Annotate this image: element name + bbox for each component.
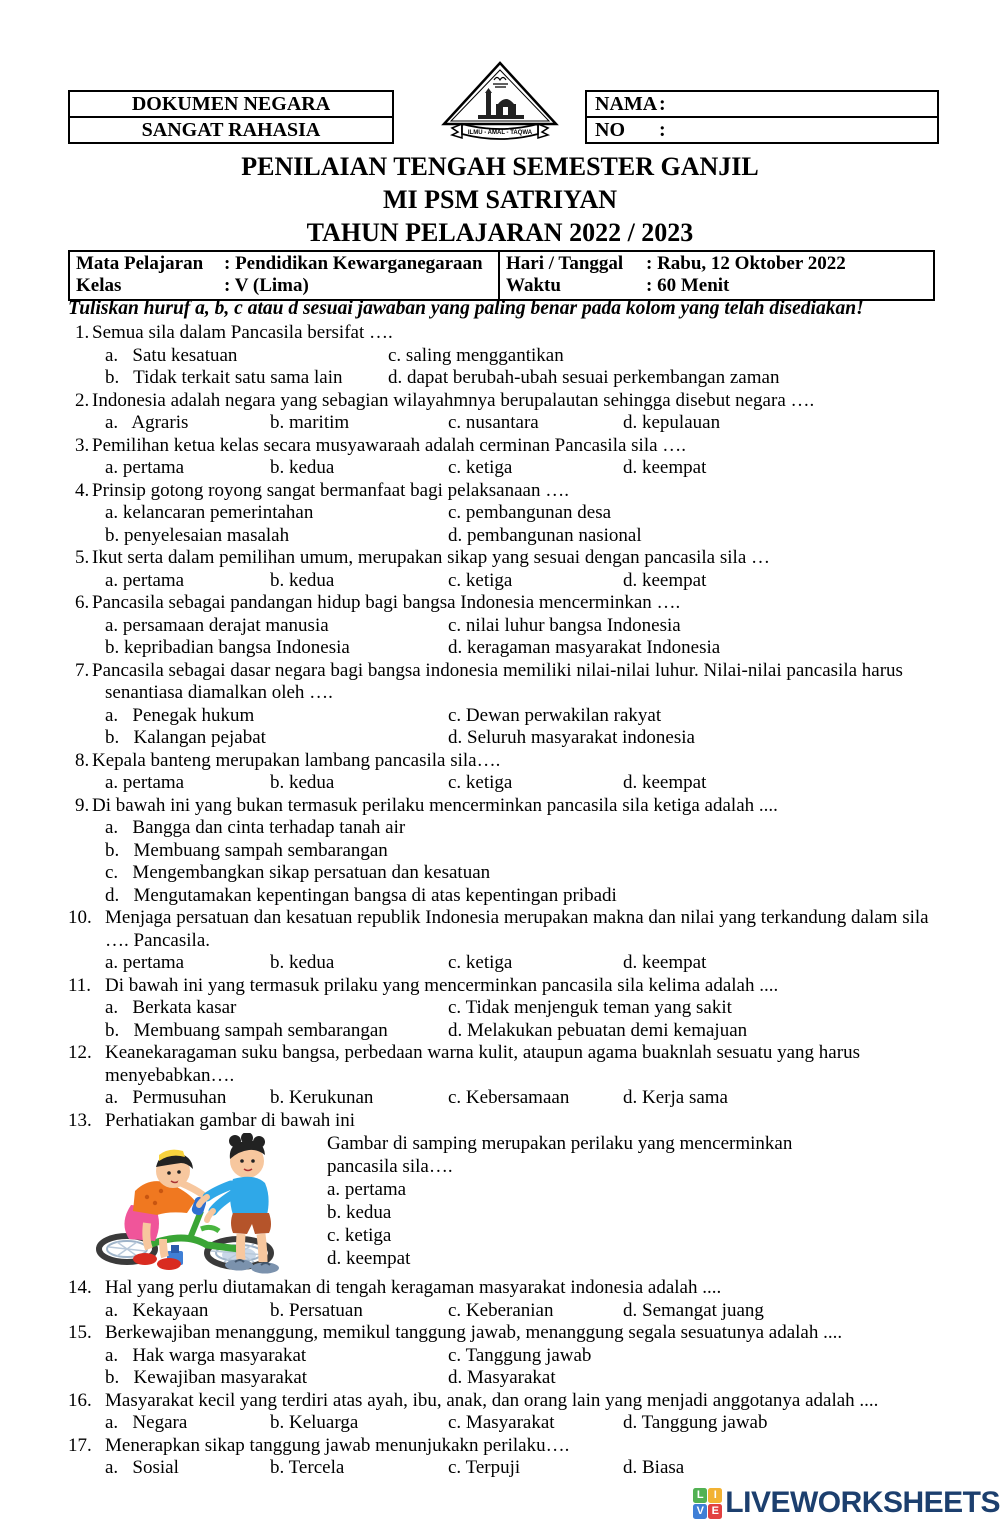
info-right-cell: [498, 252, 933, 299]
answer-option: c. ketiga: [327, 1225, 392, 1246]
question-number: 16.: [68, 1389, 92, 1411]
answer-option: c. saling menggantikan: [388, 344, 564, 366]
name-label: NAMA: [595, 93, 658, 115]
subject-label: Mata Pelajaran: [76, 253, 204, 274]
class-label: Kelas: [76, 275, 122, 296]
question-4: [68, 480, 940, 548]
option-row: [105, 705, 940, 728]
caption-line: pancasila sila….: [327, 1156, 453, 1177]
school-year: TAHUN PELAJARAN 2022 / 2023: [306, 218, 694, 247]
answer-option: c. Mengembangkan sikap persatuan dan kesatuan: [105, 862, 491, 883]
answer-option: c. pembangunan desa: [448, 502, 612, 523]
subject-value: : Pendidikan Kewarganegaraan: [224, 253, 483, 274]
question-text: Di bawah ini yang bukan termasuk perilaku mencerminkan pancasila sila ketiga adalah ....: [92, 794, 778, 816]
answer-option: a. Agraris: [105, 412, 189, 433]
question-5: [68, 547, 940, 592]
answer-option: a. pertama: [105, 569, 185, 591]
option-row: [105, 525, 940, 548]
option-row: [105, 1020, 940, 1043]
answer-option: b. kedua: [270, 569, 335, 591]
i-square: I: [708, 1488, 722, 1503]
answer-option: b. kedua: [270, 457, 335, 478]
exam-title-block: [0, 150, 1000, 249]
document-status-line2: SANGAT RAHASIA: [70, 116, 392, 142]
question-text: Kepala banteng merupakan lambang pancasila sila….: [92, 749, 501, 771]
question-text: Menerapkan sikap tanggung jawab menunjukakn perilaku….: [105, 1434, 570, 1456]
answer-option: a. Hak warga masyarakat: [105, 1344, 307, 1366]
answer-option: a. Sosial: [105, 1457, 179, 1478]
question-10: [68, 907, 940, 975]
info-left-cell: [70, 252, 498, 299]
answer-option: c. nilai luhur bangsa Indonesia: [448, 614, 681, 636]
logo-banner-text: ILMU - AMAL - TAQWA: [467, 130, 533, 136]
question-number: 3.: [75, 434, 90, 456]
school-logo-icon: [430, 60, 570, 148]
question-number: 4.: [75, 479, 90, 501]
answer-option: d. keempat: [623, 457, 707, 478]
helping-friend-illustration: [89, 1133, 321, 1277]
answer-option: a. Berkata kasar: [105, 997, 237, 1018]
question-text: Di bawah ini yang termasuk prilaku yang mencerminkan pancasila sila kelima adalah ....: [105, 974, 779, 996]
answer-option: b. Membuang sampah sembarangan: [105, 1019, 388, 1041]
answer-option: d. keempat: [623, 569, 707, 591]
name-row: NAMA :: [595, 93, 666, 115]
question-number: 14.: [68, 1277, 92, 1298]
question-9: [68, 795, 940, 908]
option-row: [105, 367, 940, 390]
question-6: [68, 592, 940, 660]
e-square: E: [708, 1504, 722, 1519]
duration-label: Waktu: [506, 275, 561, 296]
option-row: [105, 727, 940, 750]
number-label: NO: [595, 119, 625, 141]
answer-option: b. kepribadian bangsa Indonesia: [105, 637, 350, 658]
answer-option: d. dapat berubah-ubah sesuai perkembangan zaman: [388, 367, 780, 388]
question-15: [68, 1322, 940, 1390]
question-text: Pancasila sebagai dasar negara bagi bangsa indonesia memiliki nilai-nilai luhur. Nilai-nilai pancasila harus senantiasa diamalkan oleh ….: [92, 659, 903, 703]
option-row: [105, 502, 940, 525]
answer-option: a. pertama: [105, 772, 185, 793]
liveworksheets-brand: LIVEWORKSHEETS: [725, 1486, 1000, 1519]
question-number: 5.: [75, 547, 90, 568]
option-row: [105, 1345, 940, 1368]
answer-option: b. Kalangan pejabat: [105, 727, 266, 748]
question-text: Pemilihan ketua kelas secara musyawaraah adalah cerminan Pancasila sila ….: [92, 434, 687, 456]
question-text: Keanekaragaman suku bangsa, perbedaan warna kulit, ataupun agama buaknlah sesuatu yang harus menyebabkan….: [105, 1042, 860, 1086]
option-row: [105, 952, 940, 975]
liveworksheets-icon: [693, 1488, 722, 1519]
answer-option: d. Tanggung jawab: [623, 1412, 768, 1433]
answer-option: b. Keluarga: [270, 1412, 359, 1433]
answer-option: a. pertama: [105, 952, 185, 973]
option-row: [105, 840, 940, 863]
question-1: [68, 322, 940, 390]
question-image-block: [105, 1132, 940, 1277]
class-value: : V (Lima): [224, 275, 309, 296]
answer-option: d. Kerja sama: [623, 1087, 728, 1108]
question-number: 7.: [75, 659, 90, 681]
answer-option: b. kedua: [327, 1202, 392, 1223]
answer-option: d. Mengutamakan kepentingan bangsa di atas kepentingan pribadi: [105, 884, 617, 906]
question-number: 1.: [75, 322, 90, 343]
question-16: [68, 1390, 940, 1435]
question-text: Pancasila sebagai pandangan hidup bagi bangsa Indonesia mencerminkan ….: [92, 592, 681, 613]
question-12: [68, 1042, 940, 1110]
date-value: : Rabu, 12 Oktober 2022: [646, 253, 846, 274]
question-text: Semua sila dalam Pancasila bersifat ….: [92, 322, 393, 343]
question-13: [68, 1110, 940, 1278]
question-2: [68, 390, 940, 435]
option-row: [105, 615, 940, 638]
answer-option: a. pertama: [105, 457, 185, 478]
answer-option: a. persamaan derajat manusia: [105, 614, 329, 636]
answer-option: c. ketiga: [448, 952, 513, 973]
answer-option: c. ketiga: [448, 772, 513, 793]
answer-option: c. Keberanian: [448, 1299, 554, 1321]
document-status-line1: DOKUMEN NEGARA: [131, 93, 331, 115]
question-number: 10.: [68, 907, 92, 928]
question-text: Masyarakat kecil yang terdiri atas ayah, ibu, anak, dan orang lain yang menjadi anggotanya adalah ....: [105, 1389, 879, 1411]
date-label: Hari / Tanggal: [506, 253, 624, 274]
l-square: L: [693, 1488, 707, 1503]
answer-option: a. pertama: [327, 1179, 407, 1200]
answer-option: b. kedua: [270, 772, 335, 793]
option-row: [105, 1087, 940, 1110]
option-row: [105, 817, 940, 840]
answer-option: b. Tercela: [270, 1457, 345, 1478]
question-text: Indonesia adalah negara yang sebagian wilayahmnya berupalautan sehingga disebut negara ….: [92, 389, 815, 411]
question-image-caption: [327, 1132, 940, 1270]
answer-option: a. Penegak hukum: [105, 704, 255, 726]
question-number: 13.: [68, 1109, 92, 1131]
answer-option: c. Masyarakat: [448, 1412, 555, 1433]
answer-option: a. Negara: [105, 1412, 188, 1433]
document-status-box: [68, 90, 394, 144]
answer-option: a. Bangga dan cinta terhadap tanah air: [105, 817, 406, 838]
exam-info-table: [68, 250, 935, 301]
option-row: [105, 1457, 940, 1480]
question-17: [68, 1435, 940, 1480]
option-row: [105, 772, 940, 795]
student-name-box: [585, 90, 939, 144]
v-square: V: [693, 1504, 707, 1519]
question-7: [68, 660, 940, 750]
answer-option: d. Masyarakat: [448, 1367, 556, 1388]
answer-option: d. keempat: [623, 772, 707, 793]
answer-option: c. Tidak menjenguk teman yang sakit: [448, 997, 732, 1018]
question-text: Prinsip gotong royong sangat bermanfaat bagi pelaksanaan ….: [92, 479, 569, 501]
answer-option: d. Biasa: [623, 1457, 685, 1478]
answer-option: a. Kekayaan: [105, 1299, 209, 1321]
answer-option: b. Kewajiban masyarakat: [105, 1367, 308, 1388]
option-row: [105, 885, 940, 908]
question-14: [68, 1277, 940, 1322]
question-list: [68, 322, 940, 1480]
question-text: Berkewajiban menanggung, memikul tanggung jawab, menanggung segala sesuatunya adalah ....: [105, 1322, 843, 1343]
answer-option: b. Persatuan: [270, 1299, 363, 1321]
question-number: 11.: [68, 974, 92, 996]
answer-option: b. Tidak terkait satu sama lain: [105, 367, 343, 388]
exam-instruction: Tuliskan huruf a, b, c atau d sesuai jawaban yang paling benar pada kolom yang telah disediakan!: [68, 298, 864, 319]
school-name: MI PSM SATRIYAN: [382, 185, 618, 214]
answer-option: d. keempat: [623, 952, 707, 973]
answer-option: c. Terpuji: [448, 1457, 521, 1478]
question-8: [68, 750, 940, 795]
option-row: [105, 862, 940, 885]
exam-title: PENILAIAN TENGAH SEMESTER GANJIL: [241, 152, 759, 181]
option-row: [105, 570, 940, 593]
question-number: 6.: [75, 592, 90, 613]
question-11: [68, 975, 940, 1043]
answer-option: d. keragaman masyarakat Indonesia: [448, 637, 721, 658]
question-text: Menjaga persatuan dan kesatuan republik Indonesia merupakan makna dan nilai yang terkandung dalam sila …. Pancasila.: [105, 907, 929, 951]
answer-option: d. Melakukan pebuatan demi kemajuan: [448, 1019, 748, 1041]
answer-option: c. ketiga: [448, 457, 513, 478]
answer-option: d. Semangat juang: [623, 1299, 764, 1321]
answer-option: b. Membuang sampah sembarangan: [105, 839, 388, 861]
option-row: [105, 412, 940, 435]
answer-option: b. penyelesaian masalah: [105, 524, 290, 546]
question-number: 8.: [75, 749, 90, 771]
answer-option: c. nusantara: [448, 412, 539, 433]
answer-option: a. Permusuhan: [105, 1087, 227, 1108]
answer-option: c. Dewan perwakilan rakyat: [448, 704, 662, 726]
answer-option: b. kedua: [270, 952, 335, 973]
number-row: NO :: [587, 116, 937, 142]
answer-option: a. kelancaran pemerintahan: [105, 502, 314, 523]
answer-option: c. ketiga: [448, 569, 513, 591]
caption-line: Gambar di samping merupakan perilaku yang mencerminkan: [327, 1133, 793, 1154]
question-text: Ikut serta dalam pemilihan umum, merupakan sikap yang sesuai dengan pancasila sila …: [92, 547, 770, 568]
option-row: [105, 1300, 940, 1323]
school-logo: [430, 60, 570, 148]
answer-option: c. Kebersamaan: [448, 1087, 570, 1108]
question-number: 15.: [68, 1322, 92, 1343]
question-number: 9.: [75, 794, 90, 816]
option-row: [105, 1367, 940, 1390]
question-number: 12.: [68, 1042, 92, 1063]
answer-option: c. Tanggung jawab: [448, 1344, 592, 1366]
option-row: [105, 997, 940, 1020]
question-3: [68, 435, 940, 480]
question-text: Hal yang perlu diutamakan di tengah keragaman masyarakat indonesia adalah ....: [105, 1277, 722, 1298]
option-row: [105, 345, 940, 368]
question-number: 17.: [68, 1434, 92, 1456]
option-row: [105, 637, 940, 660]
answer-option: d. kepulauan: [623, 412, 721, 433]
liveworksheets-footer: [693, 1486, 1000, 1520]
answer-option: d. keempat: [327, 1248, 411, 1269]
duration-value: : 60 Menit: [646, 275, 730, 296]
answer-option: a. Satu kesatuan: [105, 344, 238, 366]
answer-option: b. Kerukunan: [270, 1087, 374, 1108]
answer-option: b. maritim: [270, 412, 350, 433]
answer-option: d. pembangunan nasional: [448, 524, 642, 546]
question-text: Perhatiakan gambar di bawah ini: [105, 1109, 356, 1131]
option-row: [105, 457, 940, 480]
answer-option: d. Seluruh masyarakat indonesia: [448, 727, 695, 748]
option-row: [105, 1412, 940, 1435]
question-number: 2.: [75, 389, 90, 411]
